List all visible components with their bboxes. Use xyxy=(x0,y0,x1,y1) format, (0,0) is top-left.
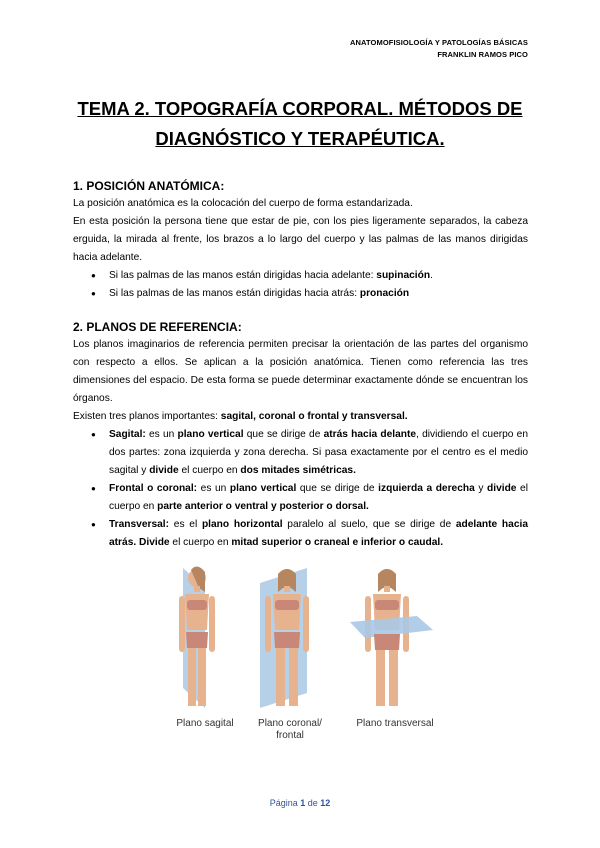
list-item-sagital xyxy=(109,426,528,480)
term-supination: supinación xyxy=(376,270,431,281)
section-2-paragraph-1: Los planos imaginarios de referencia permiten precisar la orientación de las partes del organismo con respecto a ellos. Se aplican a la posición anatómica. Tienen como referencia las tres dimensiones del espacio. De esta forma se puede determinar exactamente dónde se encuentran los órganos. xyxy=(73,339,528,404)
text: que se dirige de xyxy=(243,429,324,440)
caption-transversal: Plano transversal xyxy=(356,718,434,729)
text: el cuerpo en xyxy=(169,537,232,548)
bold-text: atrás hacia delante xyxy=(323,429,417,440)
shorts xyxy=(374,634,400,650)
list-item-transversal xyxy=(109,516,528,552)
document-title xyxy=(60,94,540,154)
figure-transversal xyxy=(350,569,433,706)
planes-list-bold: sagital, coronal o frontal y transversal. xyxy=(220,411,408,422)
torso xyxy=(185,594,209,630)
total-pages: 12 xyxy=(320,798,331,808)
bold-text: adelante hacia atrás. Divide xyxy=(109,519,528,548)
neck xyxy=(384,586,390,592)
term-frontal: Frontal o coronal: xyxy=(109,483,198,494)
palm-position-list xyxy=(73,267,528,303)
bold-text: parte anterior o ventral y posterior o dorsal. xyxy=(157,501,369,512)
page-footer xyxy=(0,798,600,808)
shorts xyxy=(274,632,300,648)
list-item-pronation xyxy=(109,285,528,303)
anatomical-planes-figure xyxy=(165,558,445,748)
neck xyxy=(284,586,290,592)
neck xyxy=(194,586,200,592)
top-garment xyxy=(375,600,399,610)
bold-text: izquierda a derecha xyxy=(378,483,475,494)
section-2-heading: 2. PLANOS DE REFERENCIA: xyxy=(73,320,242,334)
top-garment xyxy=(275,600,299,610)
bold-text: divide xyxy=(487,483,517,494)
leg xyxy=(289,648,298,706)
caption-sagital: Plano sagital xyxy=(176,718,234,729)
arm xyxy=(265,596,271,652)
figure-sagital xyxy=(179,566,215,708)
leg xyxy=(376,650,385,706)
caption-coronal-line-1: Plano coronal/ xyxy=(258,718,322,729)
term-transversal: Transversal: xyxy=(109,519,170,530)
list-item-text: Si las palmas de las manos están dirigidas hacia atrás: xyxy=(109,288,360,299)
leg xyxy=(276,648,285,706)
bold-text: mitad superior o craneal e inferior o caudal. xyxy=(231,537,444,548)
text: paralelo al suelo, que se dirige de xyxy=(282,519,456,530)
list-item-end: . xyxy=(430,270,433,281)
bold-text: plano vertical xyxy=(177,429,244,440)
leg xyxy=(198,648,206,706)
term-pronation: pronación xyxy=(359,288,410,299)
document-body xyxy=(73,178,528,552)
list-item-supination xyxy=(109,267,528,285)
arm xyxy=(209,596,215,652)
leg xyxy=(389,650,398,706)
current-page-number: 1 xyxy=(300,798,306,808)
bold-text: plano horizontal xyxy=(201,519,283,530)
page-header xyxy=(350,37,528,61)
planes-list xyxy=(73,426,528,552)
text: que se dirige de xyxy=(296,483,379,494)
caption-coronal-line-2: frontal xyxy=(276,730,304,741)
header-author: FRANKLIN RAMOS PICO xyxy=(437,50,528,59)
footer-of-label: de xyxy=(305,798,321,808)
paragraph-text: Existen tres planos importantes: xyxy=(73,411,221,422)
torso xyxy=(273,594,301,630)
caption-coronal xyxy=(250,718,330,742)
term-sagital: Sagital: xyxy=(109,429,146,440)
bold-text: dos mitades simétricas. xyxy=(240,465,356,476)
text: el cuerpo en xyxy=(109,483,528,512)
arm xyxy=(303,596,309,652)
text: es un xyxy=(145,429,178,440)
text: y xyxy=(474,483,488,494)
text: es un xyxy=(197,483,230,494)
text: , dividiendo el cuerpo en dos partes: zona izquierda y zona derecha. Si pasa exactamente por el centro es el medio sagital y xyxy=(109,429,528,476)
list-item-frontal xyxy=(109,480,528,516)
figure-coronal xyxy=(260,568,309,708)
text: el cuerpo en xyxy=(178,465,241,476)
top-garment xyxy=(187,600,207,610)
shorts xyxy=(186,632,208,648)
leg xyxy=(188,648,196,706)
text: es el xyxy=(169,519,202,530)
section-1-heading: 1. POSICIÓN ANATÓMICA: xyxy=(73,179,225,193)
bold-text: plano vertical xyxy=(229,483,297,494)
bold-text: divide xyxy=(149,465,179,476)
list-item-text: Si las palmas de las manos están dirigidas hacia adelante: xyxy=(109,270,377,281)
section-1-paragraph-1: La posición anatómica es la colocación del cuerpo de forma estandarizada. xyxy=(73,198,413,209)
arm xyxy=(179,596,185,652)
planes-illustration xyxy=(165,558,445,718)
section-1-paragraph-2: En esta posición la persona tiene que estar de pie, con los pies ligeramente separados, la cabeza erguida, la mirada al frente, los brazos a lo largo del cuerpo y las palmas de las manos dirigidas hacia adelante. xyxy=(73,216,528,263)
title-line-1: TEMA 2. TOPOGRAFÍA CORPORAL. MÉTODOS DE xyxy=(77,98,523,119)
title-line-2: DIAGNÓSTICO Y TERAPÉUTICA. xyxy=(155,128,445,149)
header-subject: ANATOMOFISIOLOGÍA Y PATOLOGÍAS BÁSICAS xyxy=(350,38,528,47)
footer-page-label: Página xyxy=(269,798,301,808)
section-2-paragraph-2 xyxy=(73,408,528,426)
